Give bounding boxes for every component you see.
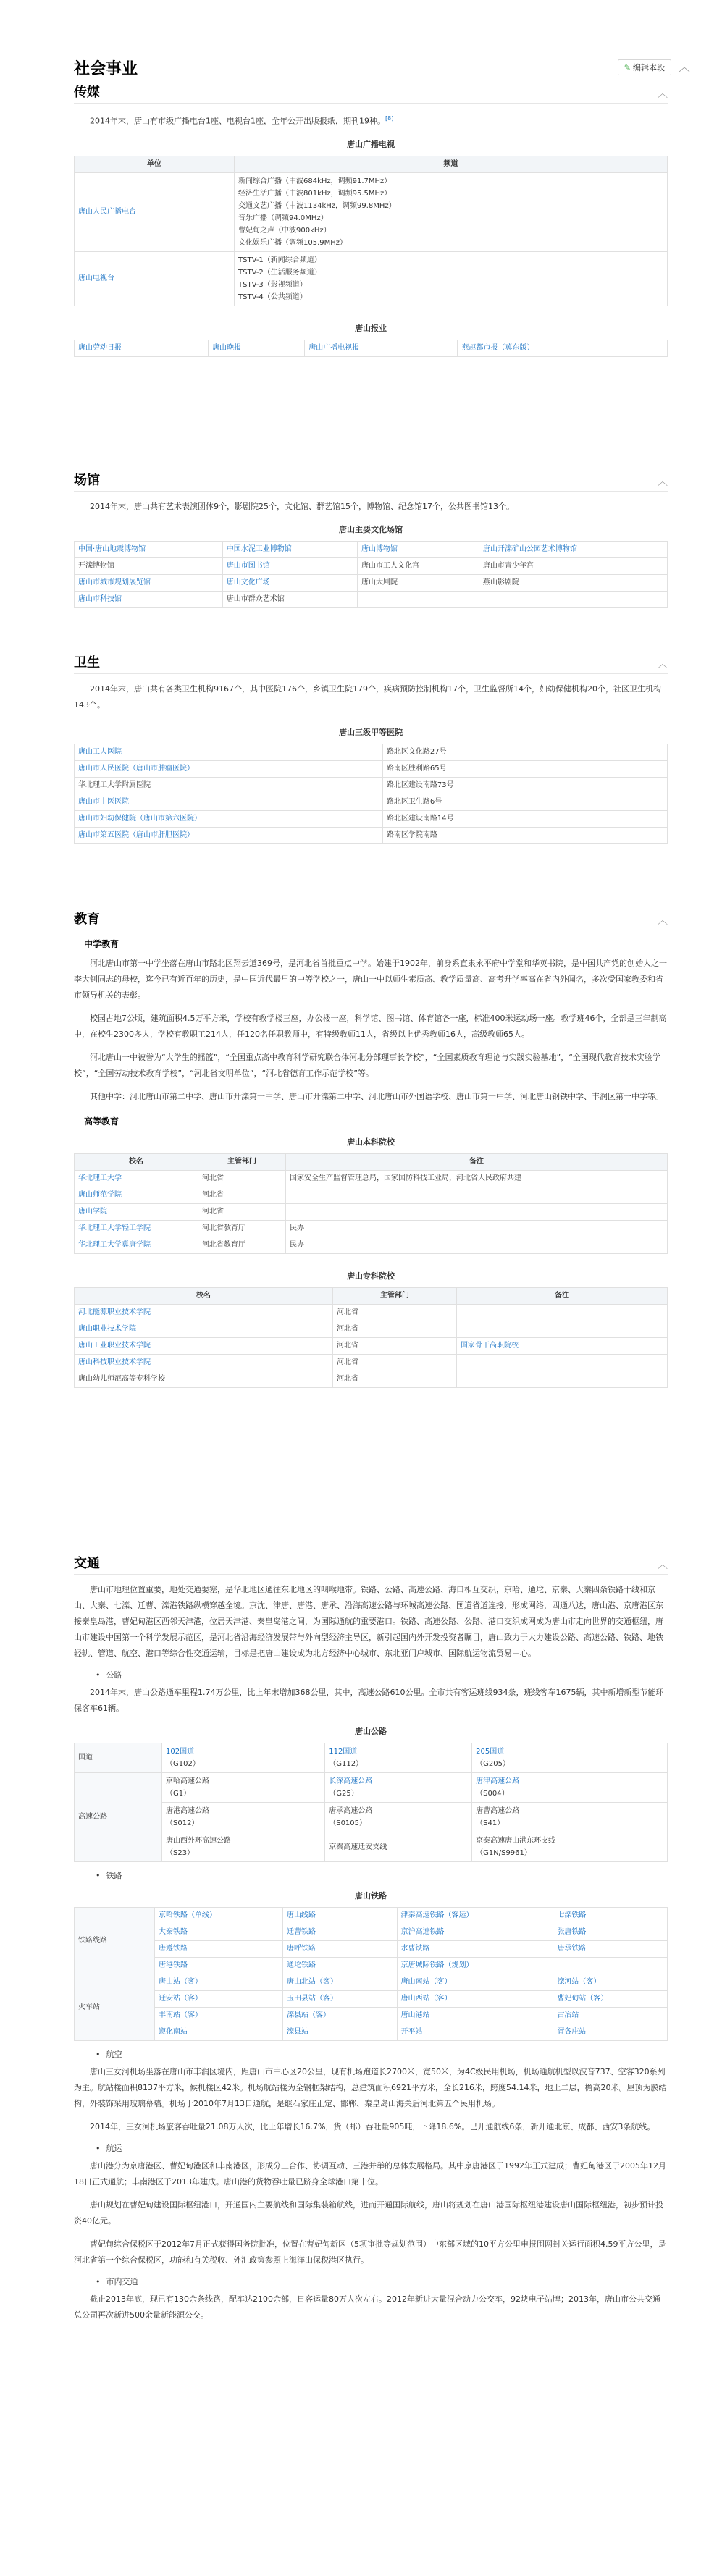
station-link[interactable]: 遵化南站	[159, 2028, 188, 2036]
school-note	[457, 1355, 668, 1371]
table-row	[75, 1743, 668, 1773]
paragraph: 2014年末，唐山共有艺术表演团体9个，影剧院25个，文化馆、群艺馆15个，博物馆、纪念馆17个，公共图书馆13个。	[90, 502, 514, 511]
table-row	[75, 2024, 668, 2041]
school-link[interactable]: 华北理工大学轻工学院	[78, 1224, 151, 1232]
hospital-link[interactable]: 唐山市人民医院（唐山市肿瘤医院）	[78, 765, 194, 773]
section-title: 卫生	[74, 655, 100, 670]
table-row	[75, 828, 668, 844]
station-link[interactable]: 滦县站	[287, 2028, 308, 2036]
hospital-link[interactable]: 唐山市第五医院（唐山市肝胆医院）	[78, 831, 194, 839]
hospital-link[interactable]: 唐山工人医院	[78, 748, 122, 756]
hospitals-table	[74, 744, 668, 844]
row-label: 国道	[75, 1743, 162, 1773]
hospital-name: 华北理工大学附属医院	[75, 778, 383, 794]
table-row	[75, 1958, 668, 1974]
station-link[interactable]: 开平站	[400, 2028, 423, 2036]
section-header	[74, 911, 668, 930]
venue-cell: 唐山市群众艺术馆	[222, 592, 357, 608]
road-link[interactable]: 102国道	[166, 1748, 195, 1756]
table-caption: 唐山公路	[355, 1727, 387, 1736]
rail-link[interactable]: 张唐铁路	[557, 1928, 587, 1936]
school-link[interactable]: 唐山工业职业技术学院	[78, 1342, 151, 1350]
bullet-item: • 铁路	[96, 1869, 668, 1881]
road-link[interactable]: 112国道	[329, 1748, 358, 1756]
table-row	[75, 1371, 668, 1388]
newspaper-link[interactable]: 唐山劳动日报	[78, 343, 122, 352]
station-link[interactable]: 唐山站（客）	[159, 1978, 202, 1986]
road-name: 唐承高速公路	[329, 1807, 373, 1815]
chevron-up-icon[interactable]: ︿	[658, 915, 668, 927]
column-header: 备注	[286, 1154, 668, 1171]
channel: 交通文艺广播（中波1134kHz，调频99.8MHz）	[238, 201, 396, 210]
page-title: 社会事业	[74, 60, 138, 78]
table-row	[75, 2008, 668, 2024]
venue-link[interactable]: 中国·唐山地震博物馆	[78, 545, 146, 553]
station-link[interactable]: 胥各庄站	[557, 2028, 587, 2036]
table-row	[75, 1832, 668, 1862]
paragraph: 唐山港分为京唐港区、曹妃甸港区和丰南港区，形成分工合作、协调互动、三港并举的总体发展格局。其中京唐港区于1992年正式建成；曹妃甸港区于2005年12月18日正式通航；丰南港区于2013年建成。唐山港的货物吞吐量已跻身全球港口第十位。	[74, 2161, 666, 2186]
section-title: 传媒	[74, 85, 100, 100]
section-health	[74, 654, 668, 844]
venue-link[interactable]: 唐山市科技馆	[78, 595, 122, 603]
paragraph: 其他中学：河北唐山市第二中学、唐山市开滦第一中学、唐山市开滦第二中学、河北唐山市外国语学校、唐山市第十中学、河北唐山钢铁中学、丰润区第一中学等。	[90, 1092, 663, 1101]
school-note: 国家安全生产监督管理总局，国家国防科技工业局，河北省人民政府共建	[286, 1171, 668, 1187]
school-dept: 河北省教育厅	[198, 1221, 286, 1237]
road-code: （S41）	[476, 1819, 505, 1827]
school-link[interactable]: 华北理工大学	[78, 1174, 122, 1182]
station-link[interactable]: 唐山北站（客）	[287, 1978, 337, 1986]
table-row	[75, 1773, 668, 1803]
road-code: （S23）	[166, 1849, 195, 1857]
section-header	[74, 84, 668, 104]
rail-link[interactable]: 唐呼铁路	[287, 1945, 316, 1953]
column-header: 主管部门	[333, 1288, 457, 1305]
paragraph: 2014年末，唐山共有各类卫生机构9167个，其中医院176个，乡镇卫生院179个，疾病预防控制机构17个，卫生监督所14个，妇幼保健机构20个，社区卫生机构143个。	[74, 684, 661, 710]
school-note	[286, 1204, 668, 1221]
table-row	[75, 761, 668, 778]
table-row	[75, 1237, 668, 1254]
bullet-item: • 市内交通	[96, 2276, 668, 2287]
table-row	[75, 1355, 668, 1371]
road-code: （G25）	[329, 1790, 358, 1798]
table-row	[75, 1305, 668, 1321]
paragraph: 河北唐山市第一中学坐落在唐山市路北区翔云道369号，是河北省首批重点中学。始建于1902年，前身系直隶永平府中学堂和华英书院，是中国共产党的创始人之一李大钊同志的母校，迄今已有近百年的历史，是中国近代最早的中等学校之一，唐山一中以师生素质高、教学质量高、高考升学率高在省内外闻名，多次受国家教委和省市领导机关的表彰。	[74, 959, 667, 1000]
edit-label: 编辑本段	[633, 63, 665, 72]
station-link[interactable]: 丰南站（客）	[159, 2011, 202, 2019]
newspaper-link[interactable]: 唐山晚报	[212, 343, 242, 352]
venue-cell: 唐山市青少年宫	[479, 558, 667, 575]
reference-link[interactable]: [8]	[385, 115, 394, 122]
column-header: 主管部门	[198, 1154, 286, 1171]
table-row	[75, 1974, 668, 1991]
paragraph: 2014年，三女河机场旅客吞吐量21.08万人次，比上年增长16.7%，货（邮）吞吐量905吨，下降18.6%。已开通航线6条，新开通北京、成都、西安3条航线。	[90, 2122, 655, 2131]
school-link[interactable]: 河北能源职业技术学院	[78, 1308, 151, 1316]
rail-table	[74, 1907, 668, 2041]
rail-link[interactable]: 大秦铁路	[159, 1928, 188, 1936]
rail-link[interactable]: 通坨铁路	[287, 1961, 316, 1969]
rail-link[interactable]: 迁曹铁路	[287, 1928, 316, 1936]
venue-link[interactable]: 唐山市图书馆	[226, 562, 270, 570]
venue-link[interactable]: 唐山开滦矿山公园艺术博物馆	[482, 545, 577, 553]
channel: 音乐广播（调频94.0MHz）	[238, 214, 328, 222]
rail-link[interactable]: 京沪高速铁路	[400, 1928, 445, 1936]
rail-link[interactable]: 津秦高速铁路（客运）	[400, 1911, 474, 1919]
station-link[interactable]: 玉田县站（客）	[287, 1995, 337, 2003]
table-caption: 唐山主要文化场馆	[339, 525, 403, 534]
school-note	[286, 1187, 668, 1204]
school-name: 唐山幼儿师范高等专科学校	[75, 1371, 333, 1388]
road-name: 京秦高速唐山港东环支线	[476, 1837, 556, 1845]
bullet-item: • 航运	[96, 2142, 668, 2154]
column-header: 频道	[235, 156, 668, 172]
road-name: 唐港高速公路	[166, 1807, 209, 1815]
newspaper-link[interactable]: 燕赵都市报（冀东版）	[461, 343, 534, 352]
school-note	[457, 1321, 668, 1338]
chevron-up-icon[interactable]: ︿	[658, 476, 668, 488]
table-row	[75, 1171, 668, 1187]
road-code: （G102）	[166, 1760, 200, 1768]
school-dept: 河北省	[198, 1187, 286, 1204]
venues-table	[74, 541, 668, 608]
row-label: 铁路线路	[75, 1908, 155, 1974]
section-header	[74, 654, 668, 674]
table-row	[75, 1941, 668, 1958]
channel: TSTV-3（影视频道）	[238, 280, 307, 289]
channel: 曹妃甸之声（中波900kHz）	[238, 226, 331, 235]
road-code: （G205）	[476, 1760, 510, 1768]
table-row	[75, 778, 668, 794]
edit-button[interactable]	[618, 59, 671, 75]
school-dept: 河北省教育厅	[198, 1237, 286, 1254]
column-header: 备注	[457, 1288, 668, 1305]
rail-link[interactable]: 水曹铁路	[400, 1945, 430, 1953]
venue-cell: 唐山市工人文化宫	[358, 558, 479, 575]
table-row	[75, 1991, 668, 2008]
paragraph: 2014年末，唐山公路通车里程1.74万公里，比上年末增加368公里，其中，高速公路610公里。全市共有客运班线934条，班线客车1675辆，其中新增新型节能环保客车61辆。	[74, 1688, 664, 1713]
channel: TSTV-2（生活服务频道）	[238, 268, 322, 277]
school-note	[457, 1371, 668, 1388]
newspaper-table	[74, 340, 668, 357]
school-note: 民办	[286, 1237, 668, 1254]
road-name: 唐山西外环高速公路	[166, 1837, 231, 1845]
collapse-icon[interactable]: ︿	[678, 60, 690, 74]
school-dept: 河北省	[333, 1305, 457, 1321]
venue-link[interactable]: 唐山博物馆	[361, 545, 398, 553]
hospital-address: 路北区卫生路6号	[382, 794, 667, 811]
school-dept: 河北省	[333, 1321, 457, 1338]
radio-tv-table	[74, 156, 668, 306]
table-row	[75, 1924, 668, 1941]
paragraph: 唐山三女河机场坐落在唐山市丰润区境内，距唐山市中心区20公里，现有机场跑道长2700米，宽50米，为4C级民用机场，机场通航机型以波音737、空客320系列为主。航站楼面积8137平方米，候机楼区42米。机场航站楼为全钢框架结构，总建筑面积6921平方米，全长216米，跨度54.14米，地上二层，檐高20米。屋顶为膜结构，外装饰采用玻璃幕墙。机场于2010年7月13日通航，是继石家庄正定、邯郸、秦皇岛山海关后河北第五个民用机场。	[74, 2067, 667, 2108]
school-link[interactable]: 唐山学院	[78, 1208, 107, 1216]
column-header: 校名	[75, 1154, 198, 1171]
chevron-up-icon[interactable]: ︿	[658, 659, 668, 670]
rail-link[interactable]: 唐遵铁路	[159, 1945, 188, 1953]
station-link[interactable]: 古冶站	[557, 2011, 579, 2019]
paragraph: 校园占地7公顷，建筑面积4.5万平方米，学校有教学楼三座，办公楼一座，科学馆、图书馆、体育馆各一座，标准400米运动场一座。教学班46个，全部是三年制高中，在校生2300多人，学校有教职工214人，任120名任职教师中，有特级教师11人，省级以上优秀教师16人，高级教师65人。	[74, 1014, 667, 1039]
junior-college-table	[74, 1287, 668, 1388]
table-row	[75, 744, 668, 761]
table-row	[75, 592, 668, 608]
school-dept: 河北省	[333, 1355, 457, 1371]
table-row	[75, 1187, 668, 1204]
road-name: 京哈高速公路	[166, 1777, 209, 1785]
road-code: （S004）	[476, 1790, 509, 1798]
rail-link[interactable]: 京哈铁路（单线）	[159, 1911, 217, 1919]
road-code: （G1N/S9961）	[476, 1849, 532, 1857]
station-link[interactable]: 唐山南站（客）	[400, 1978, 452, 1986]
paragraph: 唐山市地理位置重要，地处交通要塞，是华北地区通往东北地区的咽喉地带。铁路、公路、高速公路、海口相互交织，京哈、通坨、京秦、大秦四条铁路干线和京山、大秦、七滦、迁曹、滦港铁路纵横穿越全境。京沈、津唐、唐港、唐承、沿海高速公路与环城高速公路、国道省道连接，形成网络，四通八达，唐山港、京唐港区东接秦皇岛港，曹妃甸港区西邻天津港，位居天津港、秦皇岛港之间，为国际通航的重要港口。铁路、高速公路、公路、港口交织成网成为唐山市走向世界的交通枢纽，唐山市建设中国第一个科学发展示范区，是河北省沿海经济发展带与外向型经济主导区，新引起国内外开发投资者瞩目，唐山致力于大力建设公路、高速公路、铁路、地铁轻轨、管道、航空、港口等综合性交通运输，目标是把唐山建设成为北方经济中心城市、东北亚门户城市、国际航运物流贸易中心。	[74, 1585, 663, 1658]
school-link[interactable]: 华北理工大学冀唐学院	[78, 1241, 151, 1249]
section-transport	[74, 1555, 668, 2331]
hospital-address: 路北区建设南路14号	[382, 811, 667, 828]
venue-link[interactable]: 唐山市城市规划展览馆	[78, 578, 151, 586]
table-caption: 唐山本科院校	[347, 1137, 395, 1147]
table-row	[75, 1338, 668, 1355]
section-venues	[74, 472, 668, 608]
table-row	[75, 542, 668, 558]
school-dept: 河北省	[333, 1338, 457, 1355]
station-link[interactable]: 迁安站（客）	[159, 1995, 202, 2003]
section-header	[74, 1555, 668, 1575]
pencil-icon: ✎	[624, 63, 631, 72]
paragraph	[74, 111, 668, 130]
paragraph: 截止2013年底，现已有130余条线路，配车达2100余部，日客运量80万人次左右。2012年新进大量混合动力公交车，92块电子站牌；2013年，唐山市公共交通总公司再次新进500余量新能源公交。	[74, 2294, 660, 2320]
table-row	[75, 1803, 668, 1832]
table-row	[75, 794, 668, 811]
media-text: 2014年末，唐山有市级广播电台1座、电视台1座，全年公开出版报纸，期刊19种。	[90, 116, 385, 126]
hospital-link[interactable]: 唐山市妇幼保健院（唐山市第六医院）	[78, 815, 201, 822]
road-link[interactable]: 205国道	[476, 1748, 505, 1756]
venue-link[interactable]: 唐山文化广场	[226, 578, 270, 586]
channel: 文化娱乐广播（调频105.9MHz）	[238, 238, 348, 247]
section-title: 场馆	[74, 473, 100, 488]
section-title: 教育	[74, 912, 100, 927]
section-title: 交通	[74, 1556, 100, 1571]
road-table	[74, 1743, 668, 1862]
table-caption: 唐山三级甲等医院	[339, 728, 403, 737]
road-link[interactable]: 长深高速公路	[329, 1777, 373, 1785]
row-label: 高速公路	[75, 1773, 162, 1862]
newspaper-link[interactable]: 唐山广播电视报	[308, 343, 360, 352]
school-note-link[interactable]: 国家骨干高职院校	[461, 1342, 519, 1350]
column-header: 校名	[75, 1288, 333, 1305]
table-row	[75, 1204, 668, 1221]
road-code: （S012）	[166, 1819, 199, 1827]
table-caption: 唐山广播电视	[347, 139, 395, 149]
road-code: （G1）	[166, 1790, 191, 1798]
chevron-up-icon[interactable]: ︿	[658, 88, 668, 100]
road-code: （S0105）	[329, 1819, 367, 1827]
station-link[interactable]: 滦河站（客）	[557, 1978, 601, 1986]
school-dept: 河北省	[198, 1171, 286, 1187]
table-caption: 唐山专科院校	[347, 1271, 395, 1281]
rail-cell	[553, 1958, 668, 1974]
subsection-title: 中学教育	[84, 939, 119, 949]
school-link[interactable]: 唐山职业技术学院	[78, 1325, 136, 1333]
table-caption: 唐山报业	[355, 323, 387, 333]
chevron-up-icon[interactable]: ︿	[658, 1560, 668, 1571]
station-link[interactable]: 唐山港站	[400, 2011, 430, 2019]
table-row	[75, 1908, 668, 1924]
paragraph: 曹妃甸综合保税区于2012年7月正式获得国务院批准，位置在曹妃甸新区（5项审批等规划范围）中东部区域的10平方公里申报围网封关运行面积4.59平方公里，是河北省第一个综合保税区，功能和有关税收、外汇政策参照上海洋山保税港区执行。	[74, 2239, 666, 2265]
school-note: 民办	[286, 1221, 668, 1237]
hospital-address: 路南区胜利路65号	[382, 761, 667, 778]
channel: 新闻综合广播（中波684kHz，调频91.7MHz）	[238, 177, 392, 185]
school-link[interactable]: 唐山科技职业技术学院	[78, 1358, 151, 1366]
station-link[interactable]: 唐山西站（客）	[400, 1995, 452, 2003]
school-dept: 河北省	[333, 1371, 457, 1388]
table-row	[75, 172, 668, 251]
table-caption: 唐山铁路	[355, 1891, 387, 1901]
venue-cell: 唐山大剧院	[358, 575, 479, 592]
road-link[interactable]: 唐津高速公路	[476, 1777, 520, 1785]
table-row	[75, 1221, 668, 1237]
table-row	[75, 340, 668, 356]
section-education	[74, 911, 668, 1388]
channel: TSTV-4（公共频道）	[238, 292, 307, 301]
venue-cell: 燕山影剧院	[479, 575, 667, 592]
road-name: 唐曹高速公路	[476, 1807, 520, 1815]
school-link[interactable]: 唐山师范学院	[78, 1191, 122, 1199]
venue-cell: 开滦博物馆	[75, 558, 223, 575]
road-name: 京秦高速迁安支线	[329, 1843, 387, 1851]
paragraph: 河北唐山一中被誉为“大学生的摇篮”，“全国重点高中教育科学研究联合体河北分部理事长学校”，“全国素质教育理论与实践实验基地”，“全国现代教育技术实验学校”，“全国劳动技术教育学校”，“河北省文明单位”，“河北省德育工作示范学校”等。	[74, 1053, 660, 1078]
table-row	[75, 1321, 668, 1338]
rail-link[interactable]: 七滦铁路	[557, 1911, 587, 1919]
station-link[interactable]: 曹妃甸站（客）	[557, 1995, 608, 2003]
table-row	[75, 251, 668, 306]
venue-cell	[358, 592, 479, 608]
rail-link[interactable]: 唐山线路	[287, 1911, 316, 1919]
hospital-address: 路南区学院南路	[382, 828, 667, 844]
table-row	[75, 811, 668, 828]
table-row	[75, 575, 668, 592]
venue-link[interactable]: 中国水泥工业博物馆	[226, 545, 292, 553]
table-row	[75, 558, 668, 575]
hospital-address: 路北区文化路27号	[382, 744, 667, 761]
rail-link[interactable]: 唐港铁路	[159, 1961, 188, 1969]
bullet-item: • 公路	[96, 1669, 668, 1680]
rail-link[interactable]: 唐承铁路	[557, 1945, 587, 1953]
column-header: 单位	[75, 156, 235, 172]
channel: TSTV-1（新闻综合频道）	[238, 256, 322, 264]
school-note	[457, 1305, 668, 1321]
section-header	[74, 472, 668, 492]
undergrad-table	[74, 1153, 668, 1254]
channel: 经济生活广播（中波801kHz，调频95.5MHz）	[238, 189, 392, 198]
row-label: 火车站	[75, 1974, 155, 2041]
venue-cell	[479, 592, 667, 608]
station-link[interactable]: 滦县站（客）	[287, 2011, 330, 2019]
paragraph: 唐山规划在曹妃甸建设国际枢纽港口，开通国内主要航线和国际集装箱航线，进而开通国际航线，唐山将规划在唐山港国际枢纽港建设唐山国际枢纽港，初步预计投资40亿元。	[74, 2200, 663, 2226]
school-dept: 河北省	[198, 1204, 286, 1221]
subsection-title: 高等教育	[84, 1116, 119, 1127]
section-media	[74, 84, 668, 357]
unit-link[interactable]: 唐山人民广播电台	[78, 207, 136, 216]
unit-link[interactable]: 唐山电视台	[78, 274, 114, 282]
road-code: （G112）	[329, 1760, 364, 1768]
hospital-address: 路北区建设南路73号	[382, 778, 667, 794]
bullet-item: • 航空	[96, 2048, 668, 2060]
hospital-link[interactable]: 唐山市中医医院	[78, 798, 129, 806]
rail-link[interactable]: 京唐城际铁路（规划）	[400, 1961, 474, 1969]
